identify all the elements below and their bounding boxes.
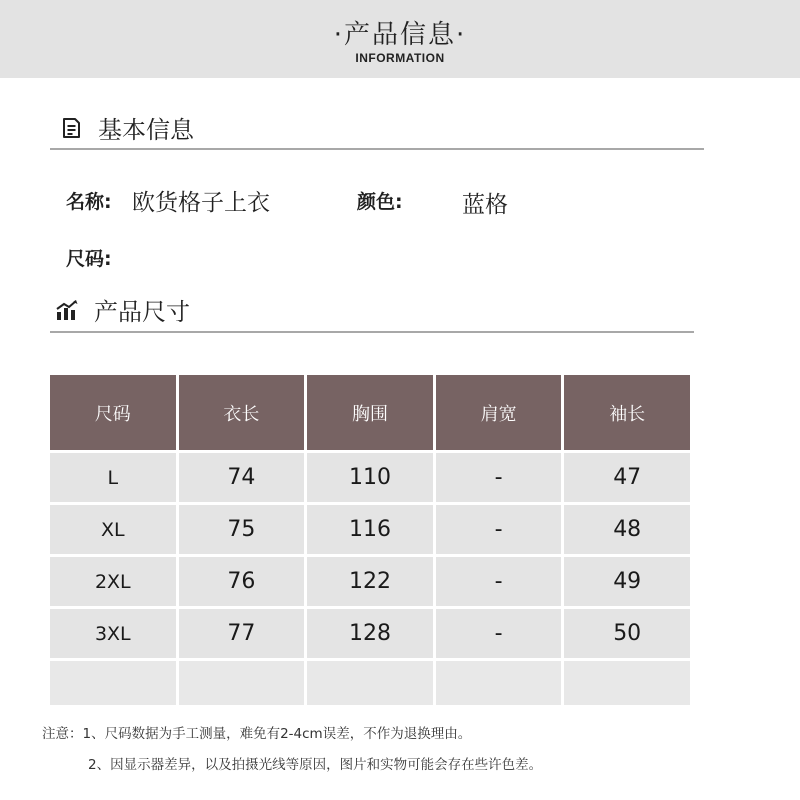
cell-shoulder: -	[436, 557, 562, 606]
name-value: 欧货格子上衣	[132, 190, 270, 216]
note-line-1: 注意：1、尺码数据为手工测量，难免有2-4cm误差，不作为退换理由。	[42, 726, 472, 742]
table-header-row	[50, 375, 690, 450]
empty-cell	[564, 661, 690, 705]
cell-size: L	[50, 453, 176, 502]
cell-chest: 110	[307, 453, 433, 502]
cell-length: 77	[179, 609, 305, 658]
cell-chest: 122	[307, 557, 433, 606]
col-header-size: 尺码	[50, 375, 176, 450]
col-header-chest: 胸围	[307, 375, 433, 450]
cell-sleeve: 50	[564, 609, 690, 658]
cell-sleeve: 47	[564, 453, 690, 502]
table-row-empty	[50, 661, 690, 705]
cell-shoulder: -	[436, 609, 562, 658]
table-row	[50, 557, 690, 606]
name-label: 名称:	[66, 191, 112, 213]
empty-cell	[50, 661, 176, 705]
cell-length: 75	[179, 505, 305, 554]
empty-cell	[307, 661, 433, 705]
cell-size: XL	[50, 505, 176, 554]
product-size-heading	[54, 292, 190, 327]
note-line-2: 2、因显示器差异，以及拍摄光线等原因，图片和实物可能会存在些许色差。	[88, 757, 543, 773]
table-row	[50, 505, 690, 554]
cell-sleeve: 49	[564, 557, 690, 606]
empty-cell	[436, 661, 562, 705]
col-header-sleeve: 袖长	[564, 375, 690, 450]
col-header-length: 衣长	[179, 375, 305, 450]
cell-chest: 116	[307, 505, 433, 554]
basic-info-title: 基本信息	[98, 116, 194, 144]
bar-chart-icon	[54, 297, 80, 323]
section-divider	[50, 148, 704, 150]
section-divider	[50, 331, 694, 333]
color-value: 蓝格	[462, 192, 508, 218]
size-label: 尺码:	[66, 248, 112, 270]
table-row	[50, 609, 690, 658]
cell-sleeve: 48	[564, 505, 690, 554]
cell-chest: 128	[307, 609, 433, 658]
cell-size: 2XL	[50, 557, 176, 606]
cell-shoulder: -	[436, 505, 562, 554]
col-header-shoulder: 肩宽	[436, 375, 562, 450]
table-row	[50, 453, 690, 502]
empty-cell	[179, 661, 305, 705]
size-table	[47, 372, 693, 708]
cell-shoulder: -	[436, 453, 562, 502]
cell-length: 76	[179, 557, 305, 606]
product-size-title: 产品尺寸	[94, 298, 190, 326]
cell-length: 74	[179, 453, 305, 502]
note-icon	[58, 115, 84, 141]
color-label: 颜色:	[357, 191, 403, 213]
page-title: ·产品信息·	[333, 20, 467, 50]
page-subtitle: INFORMATION	[355, 51, 445, 65]
basic-info-heading	[58, 110, 194, 145]
cell-size: 3XL	[50, 609, 176, 658]
